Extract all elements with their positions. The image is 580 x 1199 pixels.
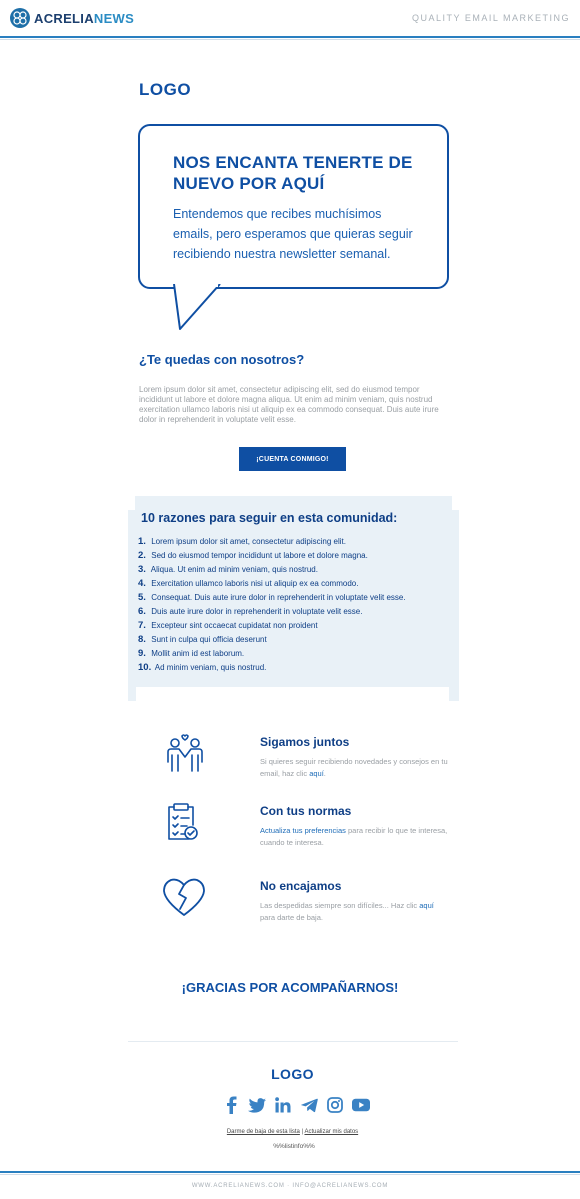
update-data-link[interactable]: Actualizar mis datos [304,1129,359,1135]
list-item-number: 7. [138,620,146,631]
bottom-divider [0,1171,580,1173]
brand-name-main: ACRELIA [34,10,94,26]
list-item-text: Aliqua. Ut enim ad minim veniam, quis nostrud. [150,565,318,574]
list-item-text: Exercitation ullamco laboris nisi ut aliquip ex ea commodo. [151,579,359,588]
footer-divider [128,1041,458,1042]
youtube-icon[interactable] [352,1096,370,1114]
option-link[interactable]: Actualiza tus preferencias [260,826,346,835]
list-item-text: Sunt in culpa qui officia deserunt [151,635,267,644]
couple-hearts-icon [163,731,207,775]
reasons-box-notch [452,496,459,510]
option-text [260,756,450,780]
stay-title: ¿Te quedas con nosotros? [139,352,305,367]
list-item-text: Mollit anim id est laborum. [151,649,245,658]
list-item-number: 3. [138,564,146,575]
list-item-number: 8. [138,634,146,645]
option-text [260,825,450,849]
footer-links [0,1129,580,1135]
option-text-after: para recibir lo que te interesa, cuando te interesa. [260,826,448,847]
list-item [138,605,406,619]
list-item-number: 6. [138,606,146,617]
option-title: Con tus normas [260,804,352,818]
telegram-icon[interactable] [300,1096,318,1114]
list-item-number: 5. [138,592,146,603]
list-item [138,563,406,577]
speech-bubble-tail [172,284,232,334]
tagline: QUALITY EMAIL MARKETING [411,13,570,23]
option-text-after: para darte de baja. [260,913,323,922]
list-item [138,619,406,633]
clipboard-check-icon [165,801,201,843]
reasons-box-notch [128,496,135,510]
twitter-icon[interactable] [248,1096,266,1114]
option-link[interactable]: aquí [419,901,434,910]
list-item-text: Sed do eiusmod tempor incididunt ut labore et dolore magna. [151,551,368,560]
list-item-number: 10. [138,662,152,673]
list-item-number: 1. [138,536,146,547]
social-links [222,1096,370,1114]
option-title: No encajamos [260,879,342,893]
stay-text: Lorem ipsum dolor sit amet, consectetur adipiscing elit, sed do eiusmod tempor incididunt ut labore et dolore magna aliqua. Ut enim ad minim veniam, quis nostrud exercitation ullamco laboris nisi ut aliquip ex ea commodo consequat. Duis aute irure dolor in reprehenderit in voluptate velit esse. [139,385,439,424]
option-text-before: Si quieres seguir recibiendo novedades y consejos en tu email, haz clic [260,757,448,778]
brand-name-accent: NEWS [93,10,135,26]
linkedin-icon[interactable] [274,1096,292,1114]
email-logo: LOGO [139,80,192,99]
list-info: %%listinfo%% [273,1143,315,1150]
reasons-box-card [136,687,449,703]
acrelia-brand[interactable] [10,8,134,28]
list-item [138,647,406,661]
option-text-before: Las despedidas siempre son difíciles... Haz clic [260,901,420,910]
reasons-title: 10 razones para seguir en esta comunidad: [141,511,398,525]
option-text-after: . [323,769,326,778]
option-text [260,900,450,924]
list-item [138,591,406,605]
list-item-text: Excepteur sint occaecat cupidatat non proident [151,621,318,630]
list-item-text: Consequat. Duis aute irure dolor in reprehenderit in voluptate velit esse. [151,593,406,602]
list-item-number: 4. [138,578,146,589]
footer-links-separator: | [301,1129,304,1135]
acrelia-logo-icon [10,8,30,28]
top-bar [0,0,580,36]
brand-name [34,11,134,26]
list-item [138,549,406,563]
option-title: Sigamos juntos [260,735,350,749]
list-item [138,577,406,591]
option-link[interactable]: aquí [309,769,324,778]
list-item-text: Lorem ipsum dolor sit amet, consectetur adipiscing elit. [151,537,346,546]
list-item-text: Duis aute irure dolor in reprehenderit in voluptate velit esse. [151,607,363,616]
list-item-text: Ad minim veniam, quis nostrud. [154,663,267,672]
facebook-icon[interactable] [222,1096,240,1114]
list-item [138,661,406,675]
footer-logo: LOGO [271,1066,314,1082]
list-item [138,535,406,549]
count-on-me-button[interactable]: ¡CUENTA CONMIGO! [239,447,346,471]
list-item-number: 2. [138,550,146,561]
list-item-number: 9. [138,648,146,659]
instagram-icon[interactable] [326,1096,344,1114]
bubble-title: NOS ENCANTA TENERTE DE NUEVO POR AQUÍ [173,153,413,193]
top-divider [0,36,580,38]
reasons-list [138,535,406,675]
thanks-heading: ¡GRACIAS POR ACOMPAÑARNOS! [181,980,399,995]
bottom-divider-thin [0,1174,580,1175]
broken-heart-icon [162,877,206,917]
bubble-text: Entendemos que recibes muchísimos emails, pero esperamos que quieras seguir recibiendo nuestra newsletter semanal. [173,207,413,261]
top-divider-thin [0,39,580,40]
list-item [138,633,406,647]
unsubscribe-link[interactable]: Darme de baja de esta lista [226,1129,300,1135]
contact-footer: WWW.ACRELIANEWS.COM · INFO@ACRELIANEWS.COM [191,1183,389,1189]
